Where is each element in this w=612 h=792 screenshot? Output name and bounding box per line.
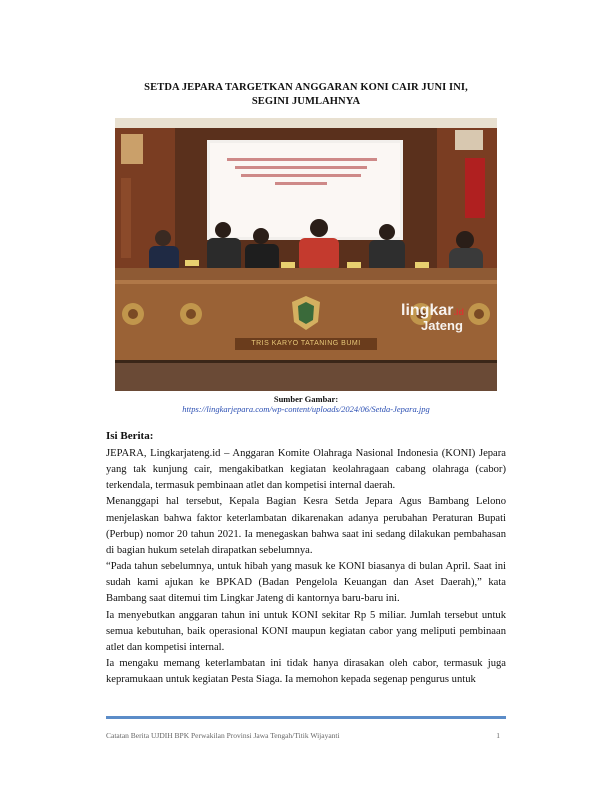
- article-title-line-2: SEGINI JUMLAHNYA: [251, 96, 361, 107]
- page-number: 1: [496, 731, 500, 740]
- image-source-label: Sumber Gambar:: [273, 394, 339, 404]
- paragraph: “Pada tahun sebelumnya, untuk hibah yang masuk ke KONI biasanya di bulan April. Saat ini sudah kami ajukan ke BPKAD (Badan Pengelola Keuangan dan Aset Daerah),” kata Bambang saat ditemui tim Lingkar Jateng di kantornya baru-baru ini.: [106, 561, 506, 605]
- article-title: [106, 81, 506, 109]
- article-title-line-1: SETDA JEPARA TARGETKAN ANGGARAN KONI CAIR JUNI INI,: [144, 82, 468, 93]
- footer-text: Catatan Berita UJDIH BPK Perwakilan Provinsi Jawa Tengah/Titik Wijayanti: [106, 731, 340, 740]
- paragraph: JEPARA, Lingkarjateng.id – Anggaran Komite Olahraga Nasional Indonesia (KONI) Jepara yang tak kunjung cair, mengakibatkan kegiatan keolahragaan cabang olahraga (cabor) terkendala, termasuk pembinaan atlet dan kompetisi internal daerah.: [106, 448, 506, 492]
- meeting-photo-illustration: [115, 118, 497, 391]
- paragraph: Menanggapi hal tersebut, Kepala Bagian Kesra Setda Jepara Agus Bambang Lelono menjelaskan bahwa faktor keterlambatan dikarenakan adanya perubahan Peraturan Bupati (Perbup) nomor 20 tahun 2021. Ia menegaskan bahwa saat ini sedang dilakukan pembahasan di bagian hukum setelah dirapatkan sebelumnya.: [106, 496, 506, 556]
- image-source-url[interactable]: https://lingkarjepara.com/wp-content/uploads/2024/06/Setda-Jepara.jpg: [182, 404, 430, 414]
- watermark-main-text: lingkar: [401, 302, 454, 319]
- paragraph: Ia menyebutkan anggaran tahun ini untuk KONI sekitar Rp 5 miliar. Jumlah tersebut untuk semua kebutuhan, baik operasional KONI maupun kegiatan cabor yang meliputi pembinaan atlet dan kompetisi internal.: [106, 609, 506, 653]
- watermark-suffix-text: .id: [453, 307, 464, 317]
- section-heading: Isi Berita:: [106, 430, 154, 442]
- paragraph: Ia mengaku memang keterlambatan ini tidak hanya dirasakan oleh cabor, termasuk juga kepramukaan untuk kegiatan Pesta Siaga. Ia memohon kepada segenap pengurus untuk: [106, 658, 506, 686]
- watermark-sub-text: Jateng: [421, 318, 463, 333]
- photo-banner-text: TRIS KARYO TATANING BUMI: [251, 340, 361, 347]
- article-body: [106, 446, 506, 688]
- footer-divider: [106, 716, 506, 719]
- photo-watermark: [401, 304, 464, 332]
- news-photo: [115, 118, 497, 391]
